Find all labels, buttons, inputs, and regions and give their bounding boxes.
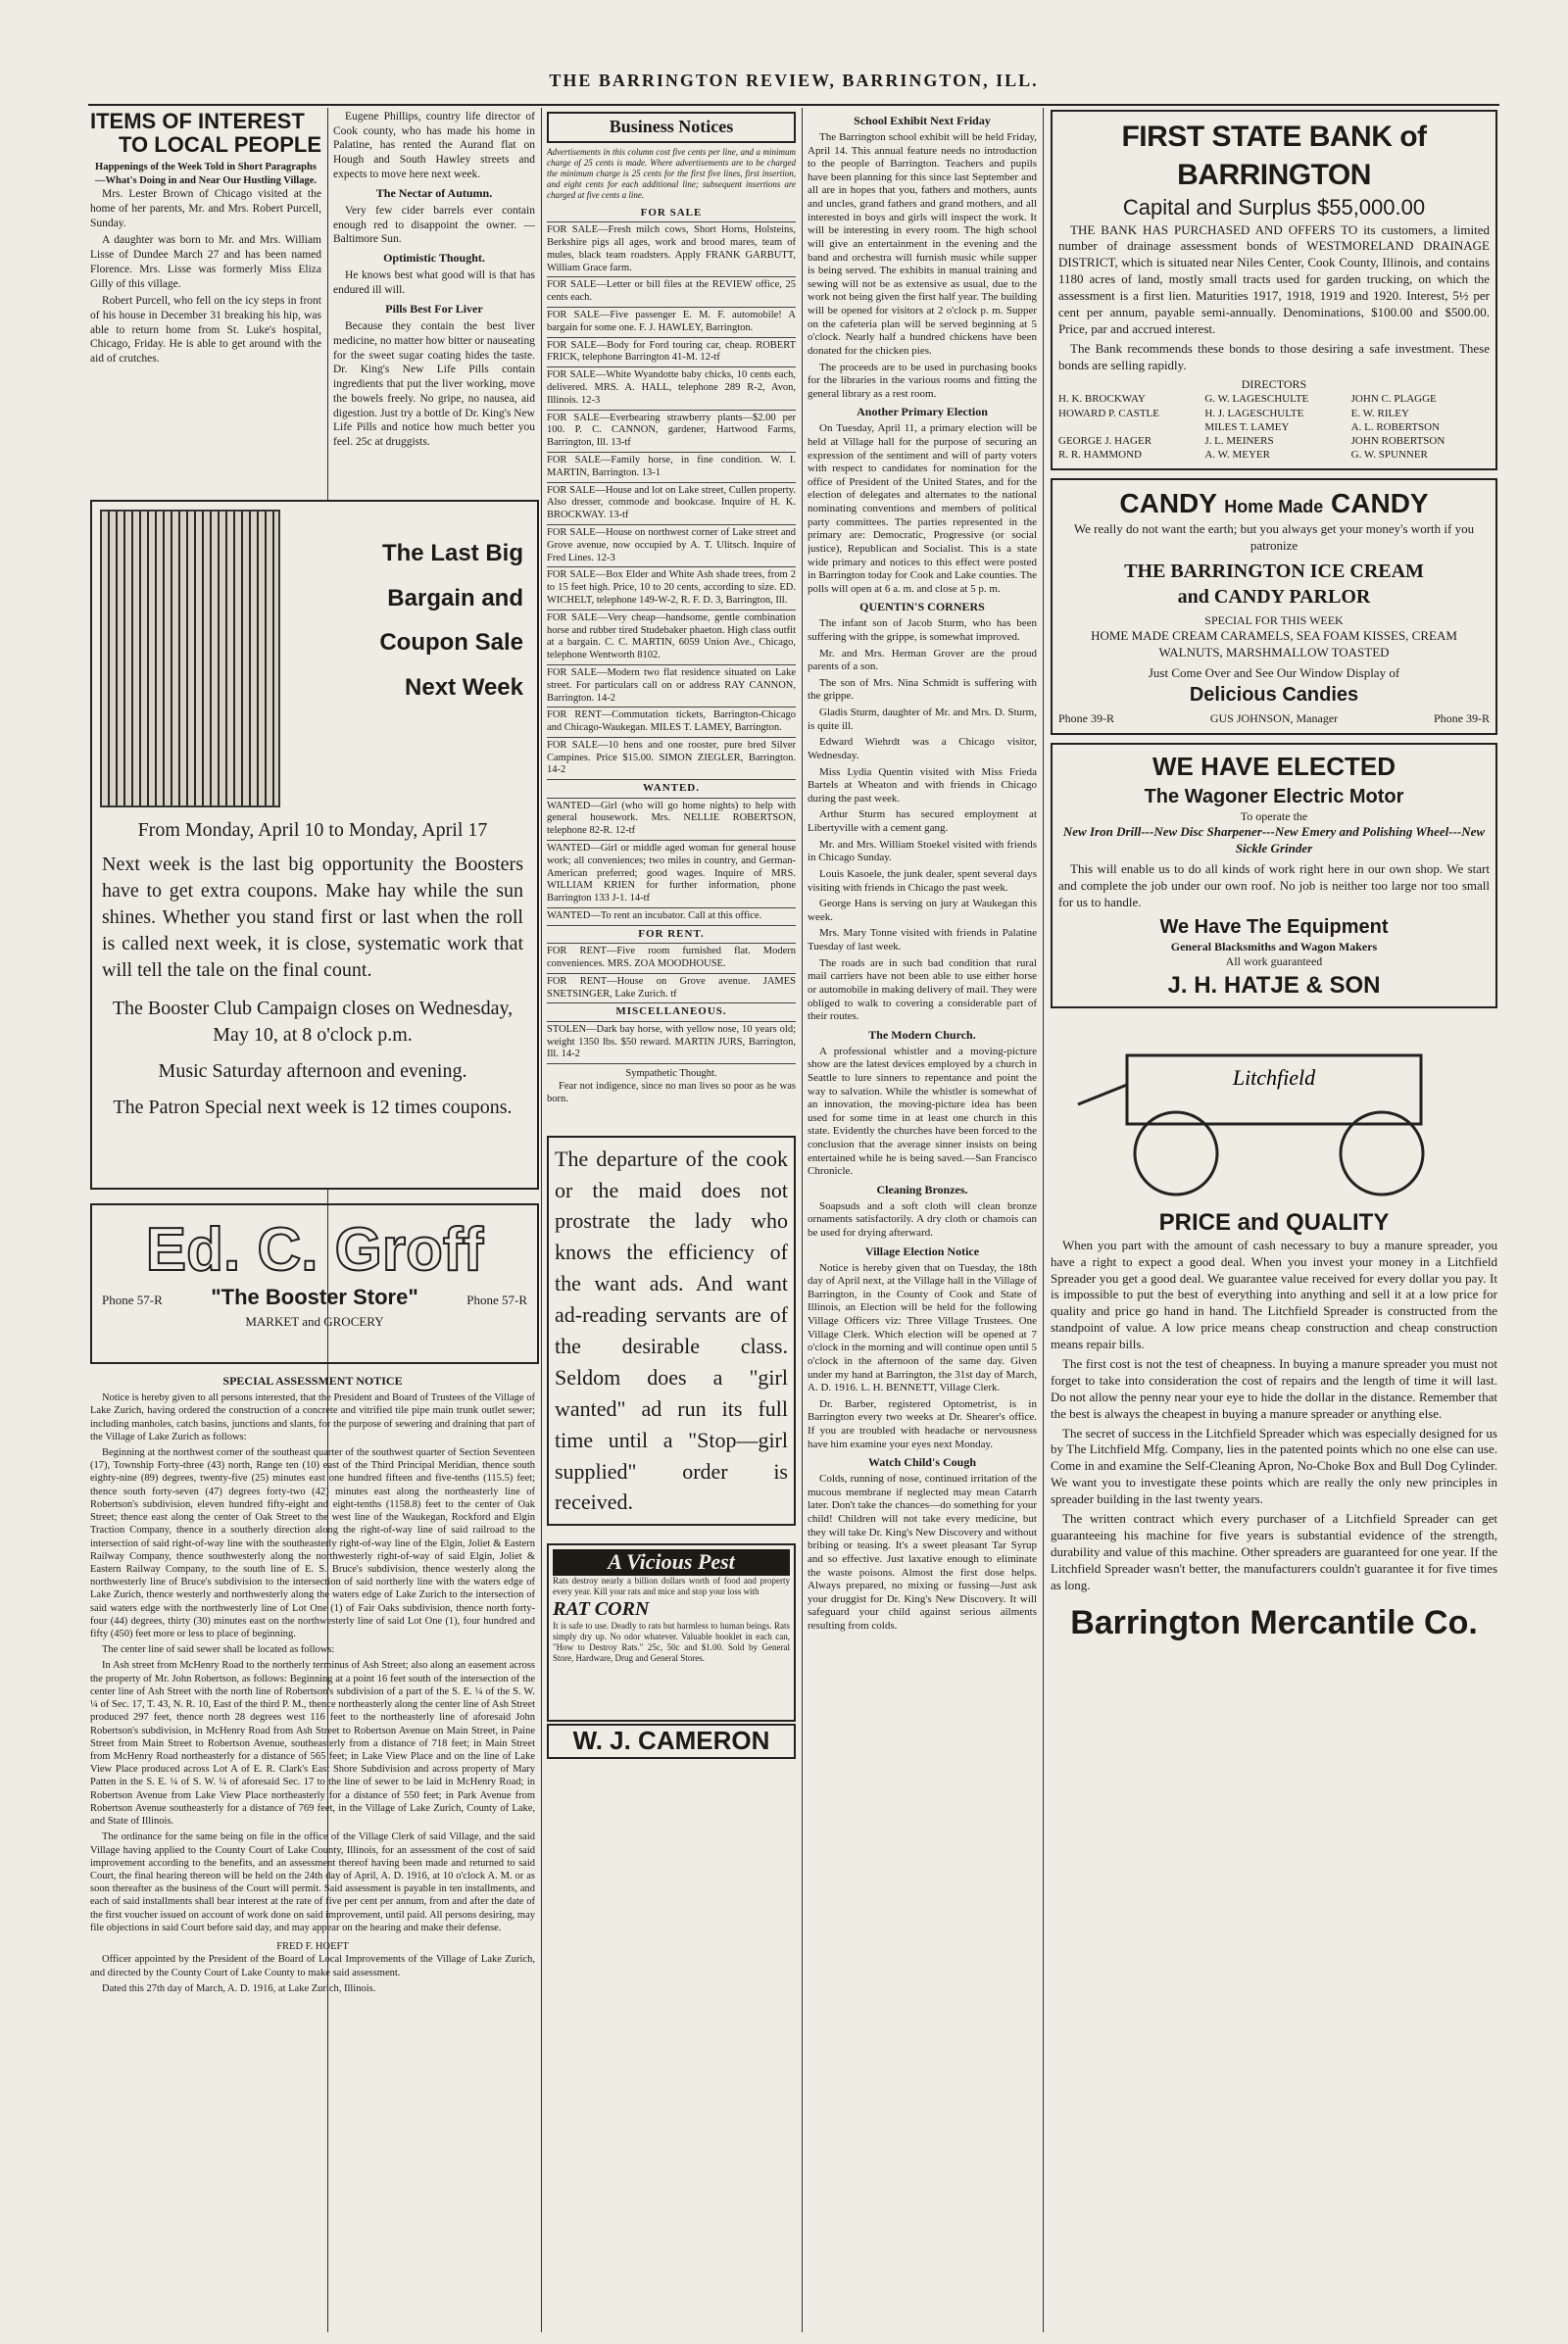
news-paragraph: The infant son of Jacob Sturm, who has been suffering with the grippe, is somewhat improved. [808,617,1037,643]
classified-ad: FOR SALE—Fresh milch cows, Short Horns, Holsteins, Berkshire pigs all ages, work and brood mares, team of mules, black team roadsters. Apply FRANK GARBUTT, William Grace farm. [547,222,796,277]
candy-store: THE BARRINGTON ICE CREAM [1124,560,1424,582]
news-paragraph: Arthur Sturm has secured employment at Libertyville with a cement gang. [808,808,1037,834]
sale-body: Next week is the last big opportunity the Boosters have to get extra coupons. Make hay while the sun shines. Whether you stand first or last when the roll is called next week, it is close, systematic work that will tell the tale on the final count. [102,854,523,981]
news-paragraph: Fear not indigence, since no man lives so poor as he was born. [547,1081,796,1104]
classified-ad: FOR SALE—Family horse, in fine condition. W. I. MARTIN, Barrington. 13-1 [547,453,796,483]
sale-music: Music Saturday afternoon and evening. [158,1060,467,1082]
candy-ad [1051,478,1497,735]
news-paragraph: The roads are in such bad condition that rural mail carriers have not been able to use either horse or automobile in making delivery of mail. They were obliged to walk to covering a considerable part of their routes. [808,956,1037,1023]
bank-capital: Capital and Surplus $55,000.00 [1122,195,1426,220]
local-items-subtitle: Happenings of the Week Told in Short Paragraphs—What's Doing in and Near Our Hustling Village. [95,162,317,186]
news-paragraph: Soapsuds and a soft cloth will clean bronze ornaments satisfactorily. A dry cloth or chamois can be used for drying afterward. [808,1199,1037,1239]
manure-spreader-illustration [1051,1016,1497,1202]
classified-ad: FOR SALE—Very cheap—handsome, gentle combination horse and rubber tired Studebaker phaeton. High class outfit at a bargain. C. C. MARTIN, 6059 Union Ave., Chicago, telephone Wentworth 8102. [547,610,796,665]
groff-store-ad [90,1203,539,1364]
elect-name: J. H. HATJE & SON [1167,971,1381,999]
special-assessment-notice [90,1370,535,2332]
notice-paragraph: In Ash street from McHenry Road to the northerly terminus of Ash Street; also along an easement across the property of Mr. John Robertson, as follows: Beginning at a point 16 feet south of the intersection of the center line of Ash Street with the north line of Robertson's subdivision of a part of the S. E. ¼ of the S. W. ¼ of Sec. 17, T. 43, N. R. 10, East of the third P. M., thence northeasterly along the center line of Ash Street produced 297 feet, thence north 28 degrees west 116 feet to the northeasterly line of aforesaid John Robertson's subdivision, in McHenry Road from Ash Street to Robertson Avenue on Main Street, in Paine Street from Main Street to Robertson Avenue, southeasterly from a distance of 718 feet; in Main Street from McHenry Road northeasterly for a distance of 565 feet; in Lake View Place and on the line of Lake View Place produced across Lot A of E. R. Clark's East Shore Subdivision and across property of Mary Patten in the S. E. ¼ of S. W. ¼ of aforesaid Sec. 17 to the line of sewer to be laid in McHenry Road; in Robertson Avenue from Lake View Place northeasterly for a distance of 550 feet; in Park Avenue from Robertson Avenue southeasterly for a distance of 769 feet, in the Village of Lake Zurich, County of Lake, and State of Illinois. [90,1660,535,1828]
article-title: Village Election Notice [864,1244,980,1258]
classified-ad: FOR RENT—Commutation tickets, Barrington-Chicago and Chicago-Waukegan. MILES T. LAMEY, Barrington. [547,708,796,738]
pq-paragraph: When you part with the amount of cash necessary to buy a manure spreader, you have a right to expect a good deal. When you invest your money in a Litchfield Spreader you get a good deal. We guarantee value received for every dollar you pay. It is impossible to put the best of everything into anything and sell it at a low price for quality and price go hand in hand. The Litchfield Spreader is constructed from the standpoint of value. A low price means cheap construction and cheap construction means repair bills. [1051,1237,1497,1352]
news-paragraph: Because they contain the best liver medicine, no matter how bitter or nauseating for the sweet sugar coating hides the taste. Dr. King's New Life Pills contain ingredients that put the liver working, move the bowels freely. No gripe, no nausea, aid digestion. Just try a bottle of Dr. King's New Life Pills and notice how much better you feel. 25c at druggists. [333,320,535,449]
director-name: J. L. MEINERS [1204,435,1274,448]
bank-paragraph: The Bank recommends these bonds to those desiring a safe investment. These bonds are selling rapidly. [1058,340,1490,372]
candy-manager: GUS JOHNSON, Manager [1209,711,1339,726]
header-rule [88,104,1499,106]
article-title: The Modern Church. [868,1027,976,1042]
directors-header: DIRECTORS [1241,376,1307,391]
director-name: GEORGE J. HAGER [1058,435,1152,448]
elect-items: New Iron Drill---New Disc Sharpener---New Emery and Polishing Wheel---New Sickle Grinder [1062,824,1486,855]
bank-title: FIRST STATE BANK of BARRINGTON [1121,121,1427,191]
sale-title-line: Bargain and [387,584,523,611]
bank-ad [1051,110,1497,470]
column-divider [1043,108,1044,2332]
notice-signature: FRED F. HOEFT [276,1941,349,1953]
news-paragraph: Notice is hereby given that on Tuesday, the 18th day of April next, at the Village hall in the Village of Barrington, in the County of Cook and State of Illinois, an Election will be held for the following Village Officers viz: Three Village Trustees. One Village Clerk. Which election will be opened at 7 o'clock in the morning and will continue open until 5 o'clock in the afternoon of the same day. Given under my hand at Barrington, the 31st day of March, A. D. 1916. L. H. BENNETT, Village Clerk. [808,1261,1037,1394]
column-school-news [808,110,1037,2334]
director-name: HOWARD P. CASTLE [1058,407,1159,419]
column-divider [541,108,542,2332]
article-title: Cleaning Bronzes. [876,1182,968,1196]
news-paragraph: He knows best what good will is that has endured ill will. [333,269,535,297]
candy-store-2: and CANDY PARLOR [1177,585,1371,608]
news-paragraph: Eugene Phillips, country life director of Cook county, who has made his home in Palatine, has rented the Aurand flat on Hough and South Hawley streets and expects to move here next week. [333,111,535,180]
column-divider [802,108,803,2332]
pest-product: RAT CORN [553,1598,650,1621]
groff-subtitle: MARKET and GROCERY [245,1314,384,1329]
section-header: MISCELLANEOUS. [547,1003,796,1021]
sale-title-line: The Last Big [381,540,523,566]
candy-title-2: Home Made [1224,496,1324,516]
news-paragraph: Mrs. Lester Brown of Chicago visited at the home of her parents, Mr. and Mrs. Robert Purcell, Sunday. [90,188,321,229]
bank-paragraph: THE BANK HAS PURCHASED AND OFFERS TO its customers, a limited number of drainage assessment bonds of WESTMORELAND DRAINAGE DISTRICT, which is situated near Niles Center, Cook County, Illinois, and contains 1180 acres of land, mostly small tracts used for garden trucking, on which the assessment is a first lien. Maturities 1917, 1918, 1919 and 1920. Interest, 5½ per cent per annum, payable semi-annually. Denominations, $100.00 and $500.00. Price, par and accrued interest. [1058,221,1490,336]
candy-delicious: Delicious Candies [1189,684,1359,707]
elect-guarantee: All work guaranteed [1225,954,1323,969]
classified-ad: FOR SALE—House on northwest corner of Lake street and Grove avenue, now occupied by A. T. Ulitsch. Inquire of Fred Lines. 12-3 [547,525,796,567]
pq-paragraph: The first cost is not the test of cheapness. In buying a manure spreader you must not forget to take into consideration the cost of repairs and the length of time it will last. Do not allow the penny near your eye to hide the dollar in the distance. Remember that the best is always the cheapest in buying a manure spreader or anything else. [1051,1355,1497,1421]
candy-title: CANDY [1119,487,1217,518]
classified-ad: STOLEN—Dark bay horse, with yellow nose, 10 years old; weight 1350 lbs. $50 reward. MARTIN JURS, Barrington, Ill. 14-2 [547,1022,796,1064]
cameron-name: W. J. CAMERON [547,1724,796,1759]
business-notices-title: Business Notices [609,117,734,136]
notice-paragraph: The ordinance for the same being on file in the office of the Village Clerk of said Village, and the said Village having applied to the County Court of Lake County, Illinois, for an assessment of the cost of said improvement according to the benefits, and an assessment thereof having been made and returned to said Court, the final hearing thereon will be held on the 24th day of April, A. D. 1916, at 10 o'clock A. M. or as soon thereafter as the business of the Court will permit. Said assessment is payable in ten installments, and each of said installments shall bear interest at the rate of five per cent per annum, from and after the date of the first voucher issued on account of work done on said improvement, until paid. All persons desiring, may file objections in said Court before said day, and may appear on the hearing and make their defense. [90,1831,535,1933]
candy-special: SPECIAL FOR THIS WEEK [1204,612,1344,627]
sale-closing: The Booster Club Campaign closes on Wednesday, May 10, at 8 o'clock p.m. [112,998,514,1046]
article-title: Pills Best For Liver [385,301,483,316]
news-paragraph: Gladis Sturm, daughter of Mr. and Mrs. D. Sturm, is quite ill. [808,707,1037,732]
director-name: A. W. MEYER [1204,449,1270,462]
section-header: FOR SALE [547,205,796,222]
candy-come: Just Come Over and See Our Window Display of [1148,665,1400,681]
sale-dates: From Monday, April 10 to Monday, April 17 [137,819,488,841]
local-items-title-2: TO LOCAL PEOPLE [119,132,321,158]
news-paragraph: Robert Purcell, who fell on the icy steps in front of his house in December 31 breaking his hip, was able to return home from St. Luke's hospital, Chicago, Friday. He is able to get around with the aid of crutches. [90,295,321,366]
section-header: WANTED. [547,780,796,798]
candy-text: We really do not want the earth; but you always get your money's worth if you patronize [1073,521,1475,553]
classified-ad: FOR SALE—10 hens and one rooster, pure bred Silver Campines. Price $15.00. SIMON ZIEGLER, Barrington. 14-2 [547,738,796,780]
notice-title: SPECIAL ASSESSMENT NOTICE [222,1374,403,1388]
article-title: Another Primary Election [857,405,988,419]
director-name: E. W. RILEY [1350,407,1409,419]
news-paragraph: Miss Lydia Quentin visited with Miss Frieda Bartels at Wheaton and with friends in Chicago during the past week. [808,765,1037,805]
article-title: Optimistic Thought. [383,251,485,266]
classified-ad: FOR SALE—House and lot on Lake street, Cullen property. Also dresser, commode and bookcase. Inquire of H. K. BROCKWAY. 13-tf [547,483,796,525]
article-title: Sympathetic Thought. [625,1068,717,1080]
candy-phone: Phone 39-R [1058,711,1114,726]
groff-phone: Phone 57-R [466,1293,527,1307]
pest-text: Rats destroy nearly a billion dollars worth of food and property every year. Kill your rats and mice and stop your loss with [553,1576,790,1597]
spreader-brand: Litchfield [1232,1064,1316,1090]
mercantile-name: Barrington Mercantile Co. [1070,1604,1478,1642]
price-quality-title: PRICE and QUALITY [1158,1208,1390,1236]
candy-phone: Phone 39-R [1433,711,1490,726]
notice-paragraph: Beginning at the northwest corner of the southeast quarter of the southwest quarter of Section Seventeen (17), Township Forty-three (43) north, Range ten (10) east of the Third Principal Meridian, thence south eighty-nine (89) degrees, twenty-five (25) minutes east one hundred fifteen and five-tenths (115.5) feet; thence south forty-seven (47) degrees forty-two (42) minutes east along the northeasterly line of Robertson's subdivision, eleven hundred fifty-eight and eight-tenths (1158.8) feet to the center of Oak Street; thence east along the center of Oak Street to the west line of the Waukegan, Rockford and Elgin Traction Company, thence in a southerly direction along the right-of-way line of said railroad to the intersection of said right-of-way line with the southeasterly right-of-way line of the Elgin, Joliet & Eastern Railway Company, thence southwesterly along the northwesterly right-of-way of said Elgin, Joliet & Eastern Railway Company, to the south line of E. S. Bruce's subdivision, thence westerly along the northwesterly line of Bruce's subdivision to the intersection of said northerly line with the waters edge of Lake Zurich, thence westerly and northwesterly along the waters edge of Lake Zurich to the intersection of said waters edge with the northwesterly line of Lot One (1) of Fair Oaks subdivision, thence north forty-four (44) degrees, thirty (30) minutes east on the northwesterly line of said Lot One (1), four hundred and fifty (450) feet more or less to place of beginning. [90,1446,535,1640]
groff-phone: Phone 57-R [102,1293,163,1307]
director-name [1058,420,1197,434]
article-title: Watch Child's Cough [867,1455,977,1470]
groff-name: Ed. C. Groff [145,1216,484,1284]
column-business-notices [547,110,796,2334]
candy-title-3: CANDY [1331,487,1429,518]
director-name: A. L. ROBERTSON [1350,420,1441,433]
booster-sale-ad [90,500,539,1190]
elect-general: General Blacksmiths and Wagon Makers [1170,939,1378,953]
classified-ad: FOR SALE—Box Elder and White Ash shade trees, from 2 to 15 feet high. Price, 10 to 20 cents, according to size. ED. WICHELT, telephone 149-W-2, R. F. D. 3, Barrington, Ill. [547,567,796,610]
column-ads [1051,110,1497,2334]
news-paragraph: Dr. Barber, registered Optometrist, is in Barrington every two weeks at Dr. Shearer's office. If you are troubled with headache or nervousness have him examine your eyes next Monday. [808,1397,1037,1450]
pest-title: A Vicious Pest [553,1549,790,1576]
sale-title-line: Next Week [405,673,523,701]
want-ads-promo: The departure of the cook or the maid does not prostrate the lady who knows the efficiency of the want ads. And want ad-reading servants are of the desirable class. Seldom does a "girl wanted" ad run its full time until a "Stop—girl supplied" order is received. [547,1136,796,1527]
classified-ad: FOR RENT—Five room furnished flat. Modern conveniences. MRS. ZOA MOODHOUSE. [547,944,796,974]
local-items-title: ITEMS OF INTEREST [90,110,305,133]
notice-date: Dated this 27th day of March, A. D. 1916, at Lake Zurich, Illinois. [102,1982,376,1994]
article-title: School Exhibit Next Friday [854,114,991,127]
news-paragraph: Colds, running of nose, continued irritation of the mucous membrane if neglected may mean Catarrh later. Don't take the chances—do something for your child! Children will not take every medicine, but they will take Dr. King's New Discovery and without bribing or teasing. It's a sweet pleasant Tar Syrup and so effective. Just laxative enough to eliminate the waste poisons. Almost the first dose helps. Always prepared, no mixing or fussing—Just ask your druggist for Dr. King's New Discovery. It will safeguard your child against serious ailments resulting from colds. [808,1473,1037,1632]
article-title: The Nectar of Autumn. [375,185,493,200]
director-name: G. W. LAGESCHULTE [1204,393,1309,406]
director-name: JOHN ROBERTSON [1350,435,1446,448]
director-name: R. R. HAMMOND [1058,449,1142,462]
news-paragraph: A professional whistler and a moving-picture show are the latest devices employed by a church in Seattle to lure sinners to repentance and point the way to salvation. While the whistler is somewhat of an innovation, the moving-picture idea has been used for some time in at least one church in this state. Evidently the churches have been forced to the conclusion that the average sinner insists on being entertained while he is being saved.—San Francisco Chronicle. [808,1045,1037,1178]
classified-ad: FOR SALE—White Wyandotte baby chicks, 10 cents each, delivered. MRS. A. HALL, telephone 289 R-2, Avon, Illinois. 12-3 [547,367,796,410]
notice-signature-title: Officer appointed by the President of the Board of Local Improvements of the Village of Lake Zurich, and directed by the County Court of Lake County to make said assessment. [90,1954,535,1978]
classified-ad: WANTED—Girl or middle aged woman for general house work; all conveniences; two miles in country, and German-American preferred; good wages. Inquire of MRS. WILLIAM KRIEN for further information, phone Barrington 133 J-1. 14-tf [547,841,796,908]
elect-motor: The Wagoner Electric Motor [1144,785,1404,807]
elect-operate: To operate the [1240,808,1308,823]
hatje-ad [1051,743,1497,1008]
news-paragraph: The proceeds are to be used in purchasing books for the libraries in the various rooms and fitting the general library as a rest room. [808,361,1037,400]
sale-title-line: Coupon Sale [379,629,523,657]
classified-ad: FOR SALE—Five passenger E. M. F. automobile! A bargain for some one. F. J. HAWLEY, Barrington. [547,308,796,338]
rat-corn-ad [547,1543,796,1722]
groff-store-name: "The Booster Store" [211,1285,418,1309]
news-paragraph: A daughter was born to Mr. and Mrs. William Lisse of Dundee March 27 and has been named Florence. Mrs. Lisse was formerly Miss Eliza Gilly of this village. [90,234,321,290]
director-name: JOHN C. PLAGGE [1350,393,1437,406]
article-title: QUENTIN'S CORNERS [859,600,985,614]
news-paragraph: The Barrington school exhibit will be held Friday, April 14. This annual feature needs no introduction to the people of Barrington. Teachers and pupils have been planning for this since last September and all are in hopes that you, fathers and mothers, aunts and uncles, grand fathers and grand mothers, and all interested in boys and girls will inspect the work. It will be interesting in every room. The high school will give an entertainment in the evening and the band and orchestra will furnish music while supper is being served. The exhibits in manual training and sewing will not be as extensive as usual, due to the work not being given the first half year. The building will be opened for visitors at 2 o'clock p. m. Supper on the cafeteria plan will be served beginning at 5 o'clock. Nearly half a hundred chickens have been donated for the chicken pies. [808,130,1037,357]
news-paragraph: On Tuesday, April 11, a primary election will be held at Village hall for the purpose of securing an expression of the sentiment and will of party voters with respect to candidates for nomination for the office of President of the United States, and for the election of delegates and alternates to the national nominating conventions and members of political party committees. The parties represented in the primary are: Democratic, Progressive (or social justice), Republican and Socialist. This is a state wide primary and notices to this effect were posted in Barrington today for Cook and Lake counties. The polls will open at 6 a. m. and close at 5 p. m. [808,422,1037,595]
director-name: MILES T. LAMEY [1204,420,1290,433]
director-name: G. W. SPUNNER [1350,449,1428,462]
elect-title: WE HAVE ELECTED [1152,751,1396,781]
piano-illustration [100,510,280,807]
column-news-2 [333,110,535,492]
news-paragraph: Mr. and Mrs. Herman Grover are the proud parents of a son. [808,647,1037,673]
news-paragraph: Mrs. Mary Tonne visited with friends in Palatine Tuesday of last week. [808,927,1037,952]
pq-paragraph: The written contract which every purchaser of a Litchfield Spreader can get guaranteeing his machine for five years is substantial evidence of the strength, durability and value of this machine. Other spreaders are guaranteed for one year. If the Litchfield Spreader wasn't better, the manufacturers couldn't guarantee it for five times as long. [1051,1510,1497,1592]
notice-paragraph: The center line of said sewer shall be located as follows: [102,1644,335,1656]
notice-paragraph: Notice is hereby given to all persons interested, that the President and Board of Trustees of the Village of Lake Zurich, having ordered the construction of a concrete and vitrified tile pipe main trunk outlet sewer; including manholes, catch basins, junctions and slants, for the purpose of sewering and draining that part of the Village of Lake Zurich as follows: [90,1392,535,1442]
classified-ad: WANTED—Girl (who will go home nights) to help with general housework. Mrs. NELLIE ROBERTSON, telephone 82-R. 12-tf [547,799,796,841]
pest-body: It is safe to use. Deadly to rats but harmless to human beings. Rats simply dry up. No odor whatever. Valuable booklet in each can, "How to Destroy Rats." 25c, 50c and $1.00. Sold by General Store, Hardware, Drug and General Stores. [553,1621,790,1664]
elect-paragraph: This will enable us to do all kinds of work right here in our own shop. We start and complete the job under our own roof. No job is neither too large nor too small for us to handle. [1058,860,1490,909]
news-paragraph: The son of Mrs. Nina Schmidt is suffering with the grippe. [808,676,1037,703]
news-paragraph: Edward Wiehrdt was a Chicago visitor, Wednesday. [808,736,1037,761]
director-name: H. J. LAGESCHULTE [1204,407,1304,419]
news-paragraph: Very few cider barrels ever contain enough red to disappoint the owner. —Baltimore Sun. [333,204,535,246]
news-paragraph: Louis Kasoele, the junk dealer, spent several days visiting with friends in Chicago the past week. [808,867,1037,894]
classified-ad: FOR SALE—Modern two flat residence situated on Lake street. For particulars call on or address RAY CANNON, Barrington. 14-2 [547,665,796,708]
section-header: FOR RENT. [547,926,796,944]
classified-ad: FOR SALE—Everbearing strawberry plants—$2.00 per 100. P. C. CANNON, gardener, Hartwood Farms, Barrington, Ill. 13-tf [547,411,796,453]
director-name: H. K. BROCKWAY [1058,393,1146,406]
pq-paragraph: The secret of success in the Litchfield Spreader which was especially designed for us by The Litchfield Mfg. Company, lies in the patented points which no one else can use. Come in and examine the Self-Cleaning Apron, No-Choke Box and Bull Dog Cylinder. We want you to investigate these points which are really the only new principles in spreader building in the last twenty years. [1051,1425,1497,1507]
classified-ad: FOR RENT—House on Grove avenue. JAMES SNETSINGER, Lake Zurich. tf [547,974,796,1004]
classified-ad: FOR SALE—Body for Ford touring car, cheap. ROBERT FRICK, telephone Barrington 41-M. 12-tf [547,338,796,368]
news-paragraph: George Hans is serving on jury at Waukegan this week. [808,898,1037,923]
news-paragraph: Mr. and Mrs. William Stoekel visited with friends in Chicago Sunday. [808,838,1037,864]
sale-patron-special: The Patron Special next week is 12 times coupons. [113,1097,513,1118]
page-header: THE BARRINGTON REVIEW, BARRINGTON, ILL. [549,71,1039,90]
candy-items: HOME MADE CREAM CARAMELS, SEA FOAM KISSES, CREAM WALNUTS, MARSHMALLOW TOASTED [1091,628,1457,660]
classified-ad: FOR SALE—Letter or bill files at the REVIEW office, 25 cents each. [547,277,796,308]
classified-ad: WANTED—To rent an incubator. Call at this office. [547,908,796,926]
elect-equipment: We Have The Equipment [1159,915,1389,938]
notices-rates: Advertisements in this column cost five cents per line, and a minimum charge of 25 cents is made. Where advertisements are to be charged the minimum charge is 25 cents for the first five lines, first insertion, and eight cents for each additional line; subsequent insertions are charged at five cents a line. [547,146,796,200]
